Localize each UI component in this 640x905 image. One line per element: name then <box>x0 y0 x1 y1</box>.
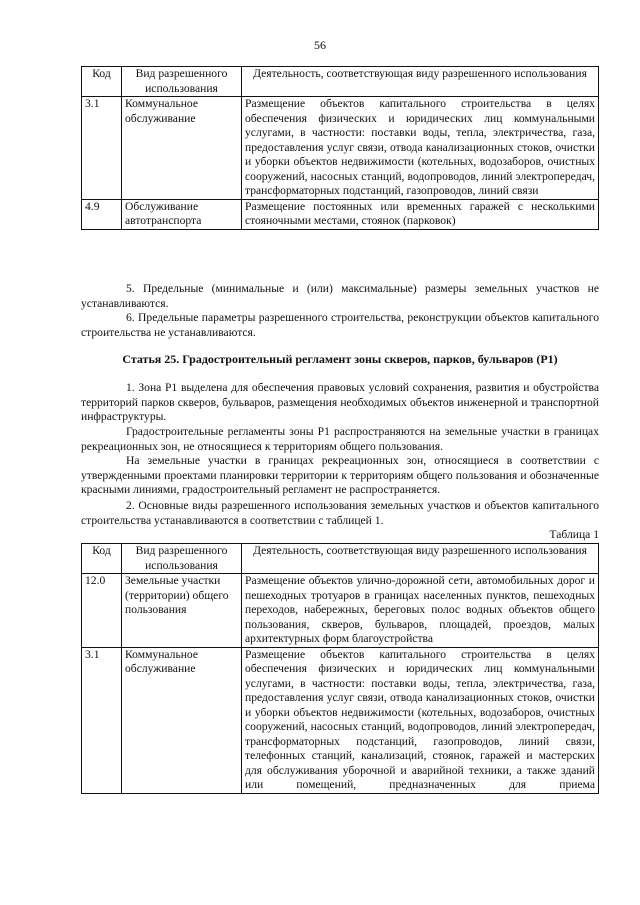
header-code: Код <box>82 544 122 574</box>
table-row <box>82 647 599 793</box>
paragraph-exclusions: На земельные участки в границах рекреационных зон, относящиеся в соответствии с утвержденными проектами планировки территории к территориям общего пользования и обозначенные красными линиями, градостроительный регламент не распространяется. <box>81 454 599 496</box>
row-use-type: Земельные участки (территории) общего пользования <box>122 574 242 648</box>
row-activity: Размещение объектов улично-дорожной сети, автомобильных дорог и пешеходных тротуаров в границах населенных пунктов, пешеходных переходов, набережных, береговых полос водных объектов общего пользования, скверов, бульваров, площадей, проездов, малых архитектурных форм благоустройства <box>242 574 599 648</box>
paragraph-regulations-scope: Градостроительные регламенты зоны Р1 распространяются на земельные участки в границах рекреационных зон, не относящиеся к территориям общего пользования. <box>81 425 599 453</box>
row-code: 3.1 <box>82 97 122 200</box>
table-label: Таблица 1 <box>549 528 599 541</box>
header-code: Код <box>82 67 122 97</box>
header-activity: Деятельность, соответствующая виду разрешенного использования <box>242 67 599 97</box>
row-use-type: Обслуживание автотранспорта <box>122 199 242 229</box>
row-code: 3.1 <box>82 647 122 793</box>
header-use-type: Вид разрешенного использования <box>122 67 242 97</box>
table-row <box>82 574 599 648</box>
table-row <box>82 97 599 200</box>
paragraph-6: 6. Предельные параметры разрешенного строительства, реконструкции объектов капитального строительства не устанавливаются. <box>81 311 599 339</box>
table-row <box>82 199 599 229</box>
header-use-type: Вид разрешенного использования <box>122 544 242 574</box>
permitted-use-table-continued <box>81 66 599 230</box>
permitted-use-table-1 <box>81 543 599 794</box>
table-header-row <box>82 67 599 97</box>
row-activity: Размещение постоянных или временных гаражей с несколькими стояночными местами, стоянок (парковок) <box>242 199 599 229</box>
paragraph-zone-purpose: 1. Зона Р1 выделена для обеспечения правовых условий сохранения, развития и обустройства территорий парков скверов, бульваров, размещения необходимых объектов инженерной и транспортной инфраструктуры. <box>81 381 599 423</box>
row-code: 4.9 <box>82 199 122 229</box>
table-header-row <box>82 544 599 574</box>
row-use-type: Коммунальное обслуживание <box>122 97 242 200</box>
article-heading: Статья 25. Градостроительный регламент зоны скверов, парков, бульваров (Р1) <box>122 352 558 366</box>
paragraph-main-uses: 2. Основные виды разрешенного использования земельных участков и объектов капитального строительства устанавливаются в соответствии с таблицей 1. <box>81 499 599 527</box>
paragraph-5: 5. Предельные (минимальные и (или) максимальные) размеры земельных участков не устанавливаются. <box>81 282 599 310</box>
row-use-type: Коммунальное обслуживание <box>122 647 242 793</box>
row-code: 12.0 <box>82 574 122 648</box>
row-activity: Размещение объектов капитального строительства в целях обеспечения физических и юридических лиц коммунальными услугами, в частности: поставки воды, тепла, электричества, газа, предоставления услуг связи, отвода канализационных стоков, очистки и уборки объектов недвижимости (котельных, водозаборов, очистных сооружений, насосных станций, водопроводов, линий электропередач, трансформаторных подстанций, газопроводов, линий связи, телефонных станций, канализаций, стоянок, гаражей и мастерских для обслуживания уборочной и аварийной техники, а также зданий или помещений, предназначенных для приема <box>242 647 599 793</box>
row-activity: Размещение объектов капитального строительства в целях обеспечения физических и юридических лиц коммунальными услугами, в частности: поставки воды, тепла, электричества, газа, предоставления услуг связи, отвода канализационных стоков, очистки и уборки объектов недвижимости (котельных, водозаборов, очистных сооружений, насосных станций, водопроводов, линий электропередач, трансформаторных подстанций, газопроводов, линий связи <box>242 97 599 200</box>
header-activity: Деятельность, соответствующая виду разрешенного использования <box>242 544 599 574</box>
page-number: 56 <box>314 38 326 52</box>
